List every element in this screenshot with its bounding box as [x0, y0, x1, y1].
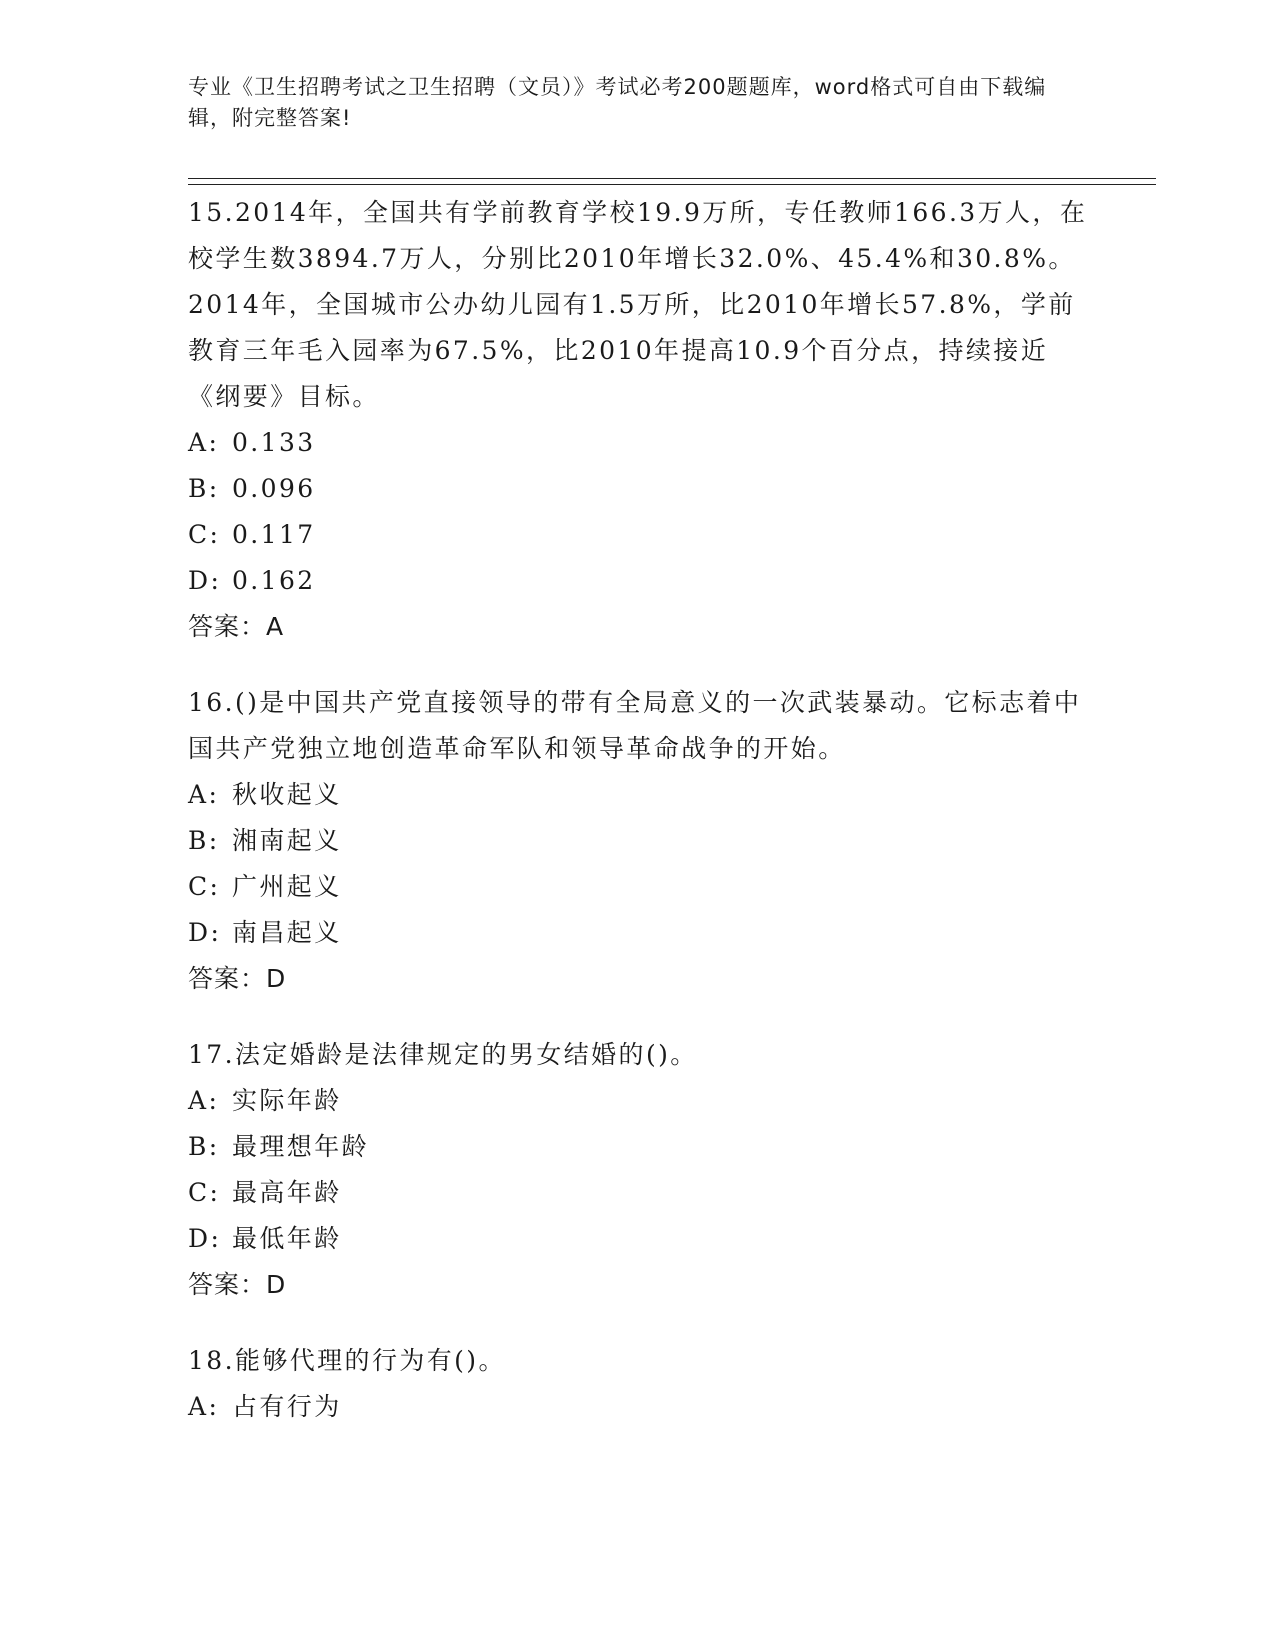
option-text: 湘南起义: [232, 826, 342, 855]
option-letter: A:: [188, 1392, 220, 1421]
question-list: [188, 190, 1088, 1460]
option-a: [188, 420, 1088, 466]
option-text: 秋收起义: [232, 780, 342, 809]
option-d: [188, 558, 1088, 604]
option-letter: B:: [188, 1132, 220, 1161]
option-b: [188, 818, 1088, 864]
option-text: 南昌起义: [232, 918, 342, 947]
answer-line: 答案：D: [188, 964, 287, 993]
option-letter: B:: [188, 474, 220, 503]
option-c: [188, 864, 1088, 910]
answer-line: 答案：A: [188, 612, 285, 641]
option-letter: C:: [188, 520, 221, 549]
option-letter: B:: [188, 826, 220, 855]
option-text: 广州起义: [232, 872, 342, 901]
option-letter: C:: [188, 1178, 221, 1207]
option-c: [188, 1170, 1088, 1216]
question-16: [188, 680, 1088, 1002]
question-18: [188, 1338, 1088, 1430]
option-letter: D:: [188, 918, 222, 947]
option-a: [188, 1078, 1088, 1124]
option-letter: A:: [188, 428, 220, 457]
option-b: [188, 1124, 1088, 1170]
question-text: 17.法定婚龄是法律规定的男女结婚的()。: [188, 1040, 698, 1069]
option-text: 实际年龄: [232, 1086, 342, 1115]
option-letter: D:: [188, 1224, 222, 1253]
question-text: 18.能够代理的行为有()。: [188, 1346, 506, 1375]
option-a: [188, 772, 1088, 818]
question-17: [188, 1032, 1088, 1308]
option-text: 最理想年龄: [232, 1132, 370, 1161]
option-text: 0.096: [232, 474, 316, 503]
option-text: 0.117: [232, 520, 316, 549]
option-c: [188, 512, 1088, 558]
question-text: 15.2014年，全国共有学前教育学校19.9万所，专任教师166.3万人，在校学生数3894.7万人，分别比2010年增长32.0%、45.4%和30.8%。2014年，全国城市公办幼儿园有1.5万所，比2010年增长57.8%，学前教育三年毛入园率为67.5%，比2010年提高10.9个百分点，持续接近《纲要》目标。: [188, 198, 1088, 411]
answer-line: 答案：D: [188, 1270, 287, 1299]
option-d: [188, 910, 1088, 956]
option-b: [188, 466, 1088, 512]
option-d: [188, 1216, 1088, 1262]
option-text: 最高年龄: [232, 1178, 342, 1207]
option-text: 占有行为: [232, 1392, 342, 1421]
header-rule-top: [188, 178, 1156, 179]
option-letter: C:: [188, 872, 221, 901]
option-text: 最低年龄: [232, 1224, 342, 1253]
header-rule-bottom: [188, 184, 1156, 185]
option-text: 0.133: [232, 428, 316, 457]
option-letter: D:: [188, 566, 222, 595]
option-text: 0.162: [232, 566, 316, 595]
question-text: 16.()是中国共产党直接领导的带有全局意义的一次武装暴动。它标志着中国共产党独立地创造革命军队和领导革命战争的开始。: [188, 688, 1082, 763]
document-header: 专业《卫生招聘考试之卫生招聘（文员）》考试必考200题题库，word格式可自由下载编辑，附完整答案!: [188, 75, 1047, 130]
option-a: [188, 1384, 1088, 1430]
question-15: [188, 190, 1088, 650]
option-letter: A:: [188, 780, 220, 809]
option-letter: A:: [188, 1086, 220, 1115]
